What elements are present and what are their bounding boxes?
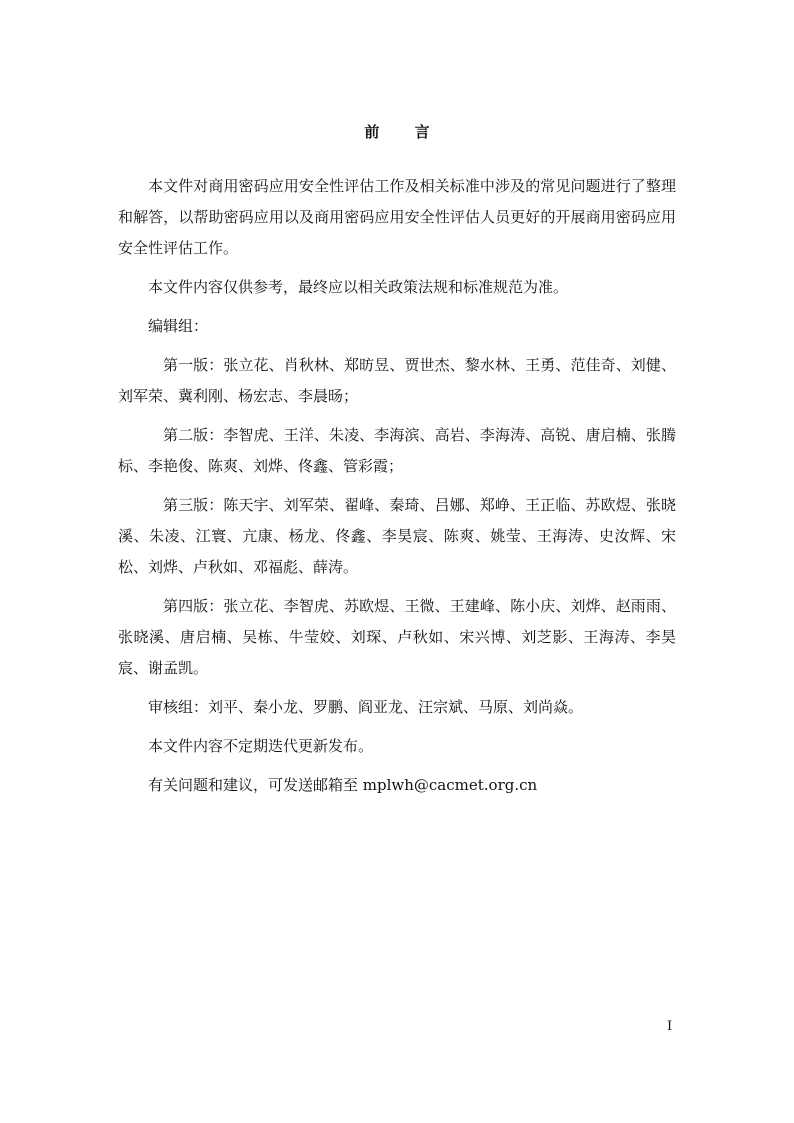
second-edition-editors: 第二版：李智虎、王洋、朱凌、李海滨、高岩、李海涛、高锐、唐启楠、张腾标、李艳俊、陈爽、刘烨、佟鑫、管彩霞； <box>118 426 676 475</box>
page-number: I <box>667 1019 673 1034</box>
first-edition-editors: 第一版：张立花、肖秋林、郑昉昱、贾世杰、黎水林、王勇、范佳奇、刘健、刘军荣、冀利刚、杨宏志、李晨旸； <box>118 356 676 405</box>
contact-paragraph: 有关问题和建议，可发送邮箱至 mplwh@cacmet.org.cn <box>148 776 538 794</box>
third-edition-editors: 第三版：陈天宇、刘军荣、翟峰、秦琦、吕娜、郑峥、王正临、苏欧煜、张晓溪、朱凌、江寰、亢康、杨龙、佟鑫、李昊宸、陈爽、姚莹、王海涛、史汝辉、宋松、刘烨、卢秋如、邓福彪、薛涛。 <box>118 496 676 576</box>
document-body <box>118 171 676 809</box>
review-group-paragraph: 审核组：刘平、秦小龙、罗鹏、阎亚龙、汪宗斌、马原、刘尚焱。 <box>148 698 584 716</box>
editorial-group-heading: 编辑组： <box>148 317 209 335</box>
page-title: 前 言 <box>364 123 445 141</box>
fourth-edition-editors: 第四版：张立花、李智虎、苏欧煜、王微、王建峰、陈小庆、刘烨、赵雨雨、张晓溪、唐启楠、吴栋、牛莹姣、刘琛、卢秋如、宋兴博、刘芝影、王海涛、李昊宸、谢孟凯。 <box>118 597 676 677</box>
reference-paragraph: 本文件内容仅供参考，最终应以相关政策法规和标准规范为准。 <box>148 278 569 296</box>
update-notice: 本文件内容不定期迭代更新发布。 <box>148 737 374 755</box>
intro-paragraph: 本文件对商用密码应用安全性评估工作及相关标准中涉及的常见问题进行了整理和解答，以帮助密码应用以及商用密码应用安全性评估人员更好的开展商用密码应用安全性评估工作。 <box>118 177 676 257</box>
